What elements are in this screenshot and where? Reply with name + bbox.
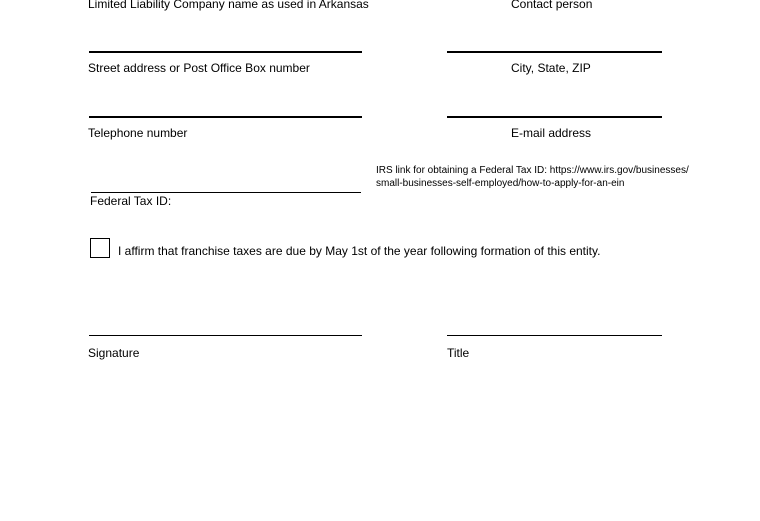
federal-tax-id-label: Federal Tax ID:: [90, 194, 172, 208]
street-address-label: Street address or Post Office Box number: [88, 61, 310, 75]
city-state-zip-line: [447, 51, 662, 53]
title-input[interactable]: [447, 316, 663, 334]
llc-name-label: Limited Liability Company name as used in Arkansas: [88, 0, 369, 11]
telephone-input[interactable]: [89, 97, 363, 115]
city-state-zip-input[interactable]: [447, 32, 663, 50]
email-line: [447, 116, 662, 118]
irs-link-note: [376, 164, 696, 190]
irs-link-note-line1: IRS link for obtaining a Federal Tax ID: https://www.irs.gov/businesses/: [376, 165, 689, 176]
signature-input[interactable]: [89, 316, 363, 334]
title-line: [447, 335, 662, 336]
title-label: Title: [447, 346, 470, 360]
street-address-input[interactable]: [89, 32, 363, 50]
signature-label: Signature: [88, 346, 140, 360]
affirm-checkbox[interactable]: [90, 238, 110, 258]
email-label: E-mail address: [511, 126, 592, 140]
telephone-label: Telephone number: [88, 126, 188, 140]
signature-line: [89, 335, 362, 336]
email-input[interactable]: [447, 97, 663, 115]
federal-tax-id-line: [91, 192, 361, 193]
contact-person-label: Contact person: [511, 0, 593, 11]
street-address-line: [89, 51, 362, 53]
city-state-zip-label: City, State, ZIP: [511, 61, 591, 75]
irs-link-note-line2: small-businesses-self-employed/how-to-apply-for-an-ein: [376, 178, 625, 189]
affirm-text: I affirm that franchise taxes are due by May 1st of the year following formation of this entity.: [118, 244, 601, 258]
telephone-line: [89, 116, 362, 118]
federal-tax-id-input[interactable]: [91, 174, 363, 191]
